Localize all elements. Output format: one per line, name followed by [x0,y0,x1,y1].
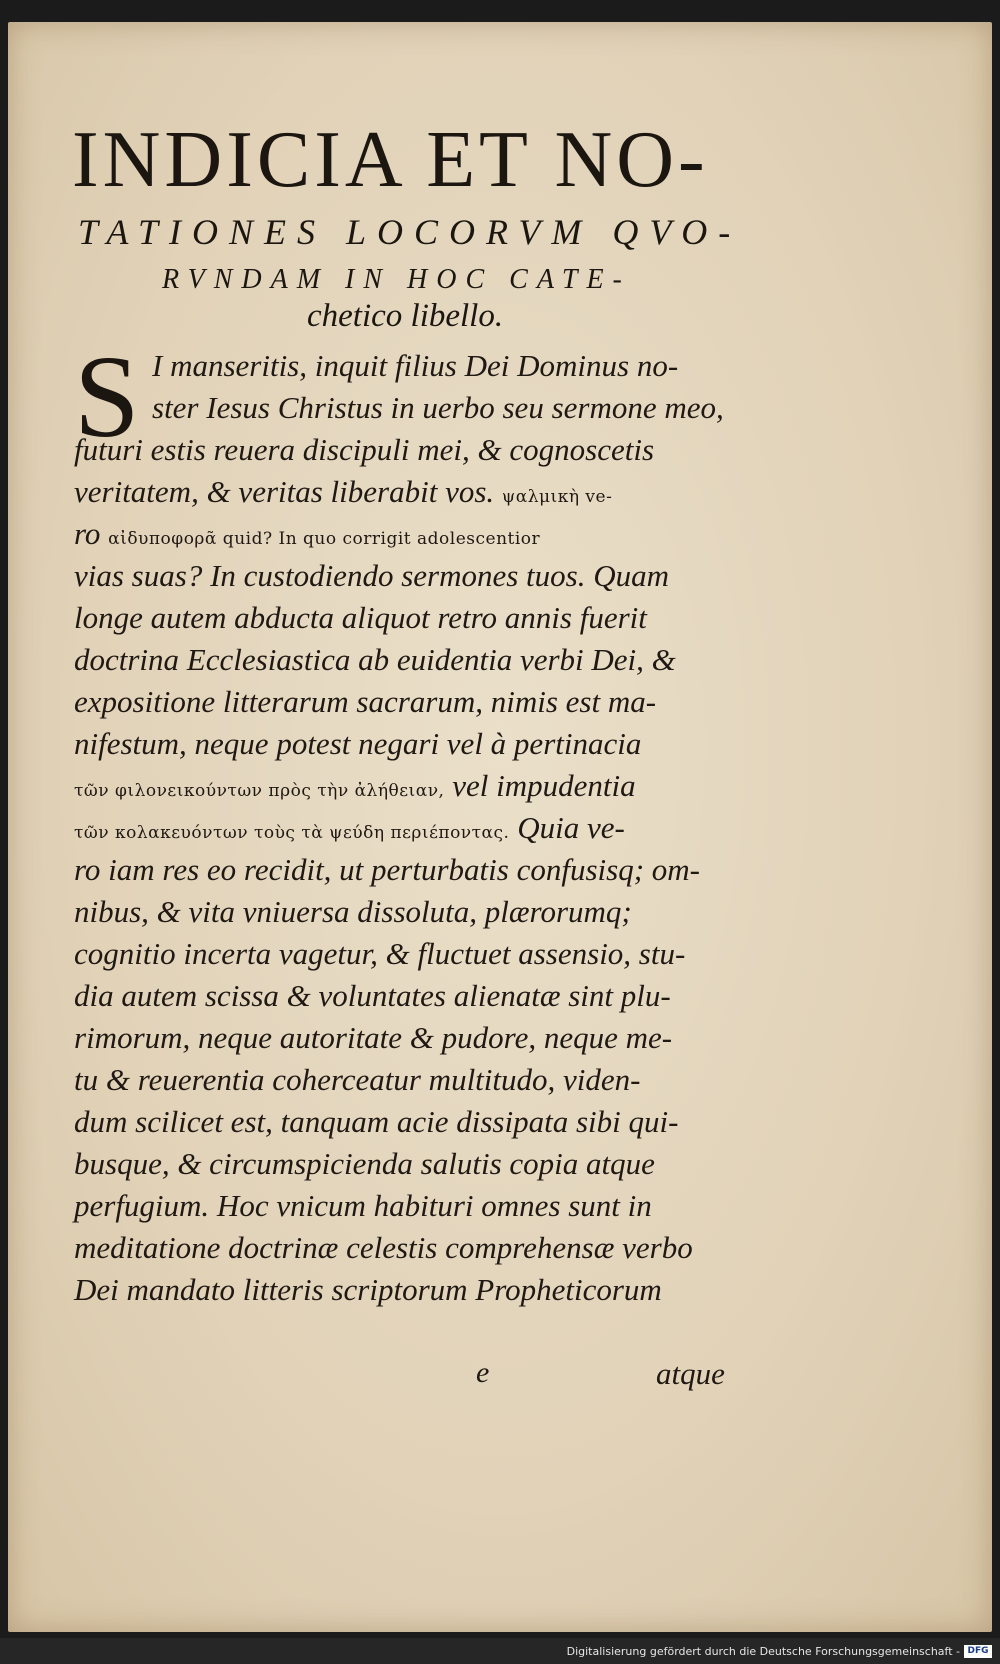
text-line: futuri estis reuera discipuli mei, & cognoscetis [74,432,655,467]
text-line: nibus, & vita vniuersa dissoluta, plærorumq; [74,894,632,929]
dfg-logo: DFG [964,1645,992,1658]
text-line: ro iam res eo recidit, ut perturbatis confusisq; om- [74,852,700,887]
text-line: vel impudentia [452,768,636,803]
text-line: doctrina Ecclesiastica ab euidentia verbi Dei, & [74,642,676,677]
title-line-4: chetico libello. [307,298,504,334]
text-line: meditatione doctrinæ celestis comprehensæ verbo [74,1230,693,1265]
text-line: ster Iesus Christus in uerbo seu sermone meo, [152,390,724,425]
text-line: dia autem scissa & voluntates alienatæ sint plu- [74,978,671,1013]
greek-phrase: αἰδυποφορᾶ quid? In quo corrigit adolescentior [108,529,541,549]
drop-cap: S [74,331,140,462]
text-line: nifestum, neque potest negari vel à pertinacia [74,726,642,761]
text-line: veritatem, & veritas liberabit vos. [74,474,495,509]
text-line: Dei mandato litteris scriptorum Propheticorum [74,1272,662,1307]
text-line: cognitio incerta vagetur, & fluctuet assensio, stu- [74,936,686,971]
text-line: busque, & circumspicienda salutis copia atque [74,1146,655,1181]
text-line: vias suas? In custodiendo sermones tuos. Quam [74,558,669,593]
text-line: ro [74,516,101,551]
title-line-2: TATIONES LOCORVM QVO- [78,212,742,252]
text-line: expositione litterarum sacrarum, nimis est ma- [74,684,657,719]
text-line: I manseritis, inquit filius Dei Dominus no- [152,348,679,383]
funding-credit: Digitalisierung gefördert durch die Deutsche Forschungsgemeinschaft - [566,1645,960,1658]
text-line: dum scilicet est, tanquam acie dissipata sibi qui- [74,1104,679,1139]
greek-phrase: τῶν κολακευόντων τοὺς τὰ ψεύδη περιέποντας. [74,823,510,843]
text-line: tu & reuerentia coherceatur multitudo, viden- [74,1062,641,1097]
catchword: atque [656,1356,725,1391]
title-line-1: INDICIA ET NO- [72,116,709,204]
text-line: Quia ve- [517,810,625,845]
signature-mark: e [476,1356,490,1389]
text-line: perfugium. Hoc vnicum habituri omnes sunt in [74,1188,652,1223]
text-line: rimorum, neque autoritate & pudore, neque me- [74,1020,673,1055]
text-line: longe autem abducta aliquot retro annis fuerit [74,600,647,635]
title-line-3: RVNDAM IN HOC CATE- [162,264,631,295]
greek-phrase: ψαλμικὴ ve- [501,487,613,507]
footer-bar [0,1640,1000,1664]
greek-phrase: τῶν φιλονεικούντων πρὸς τὴν ἀλήθειαν, [74,781,445,801]
